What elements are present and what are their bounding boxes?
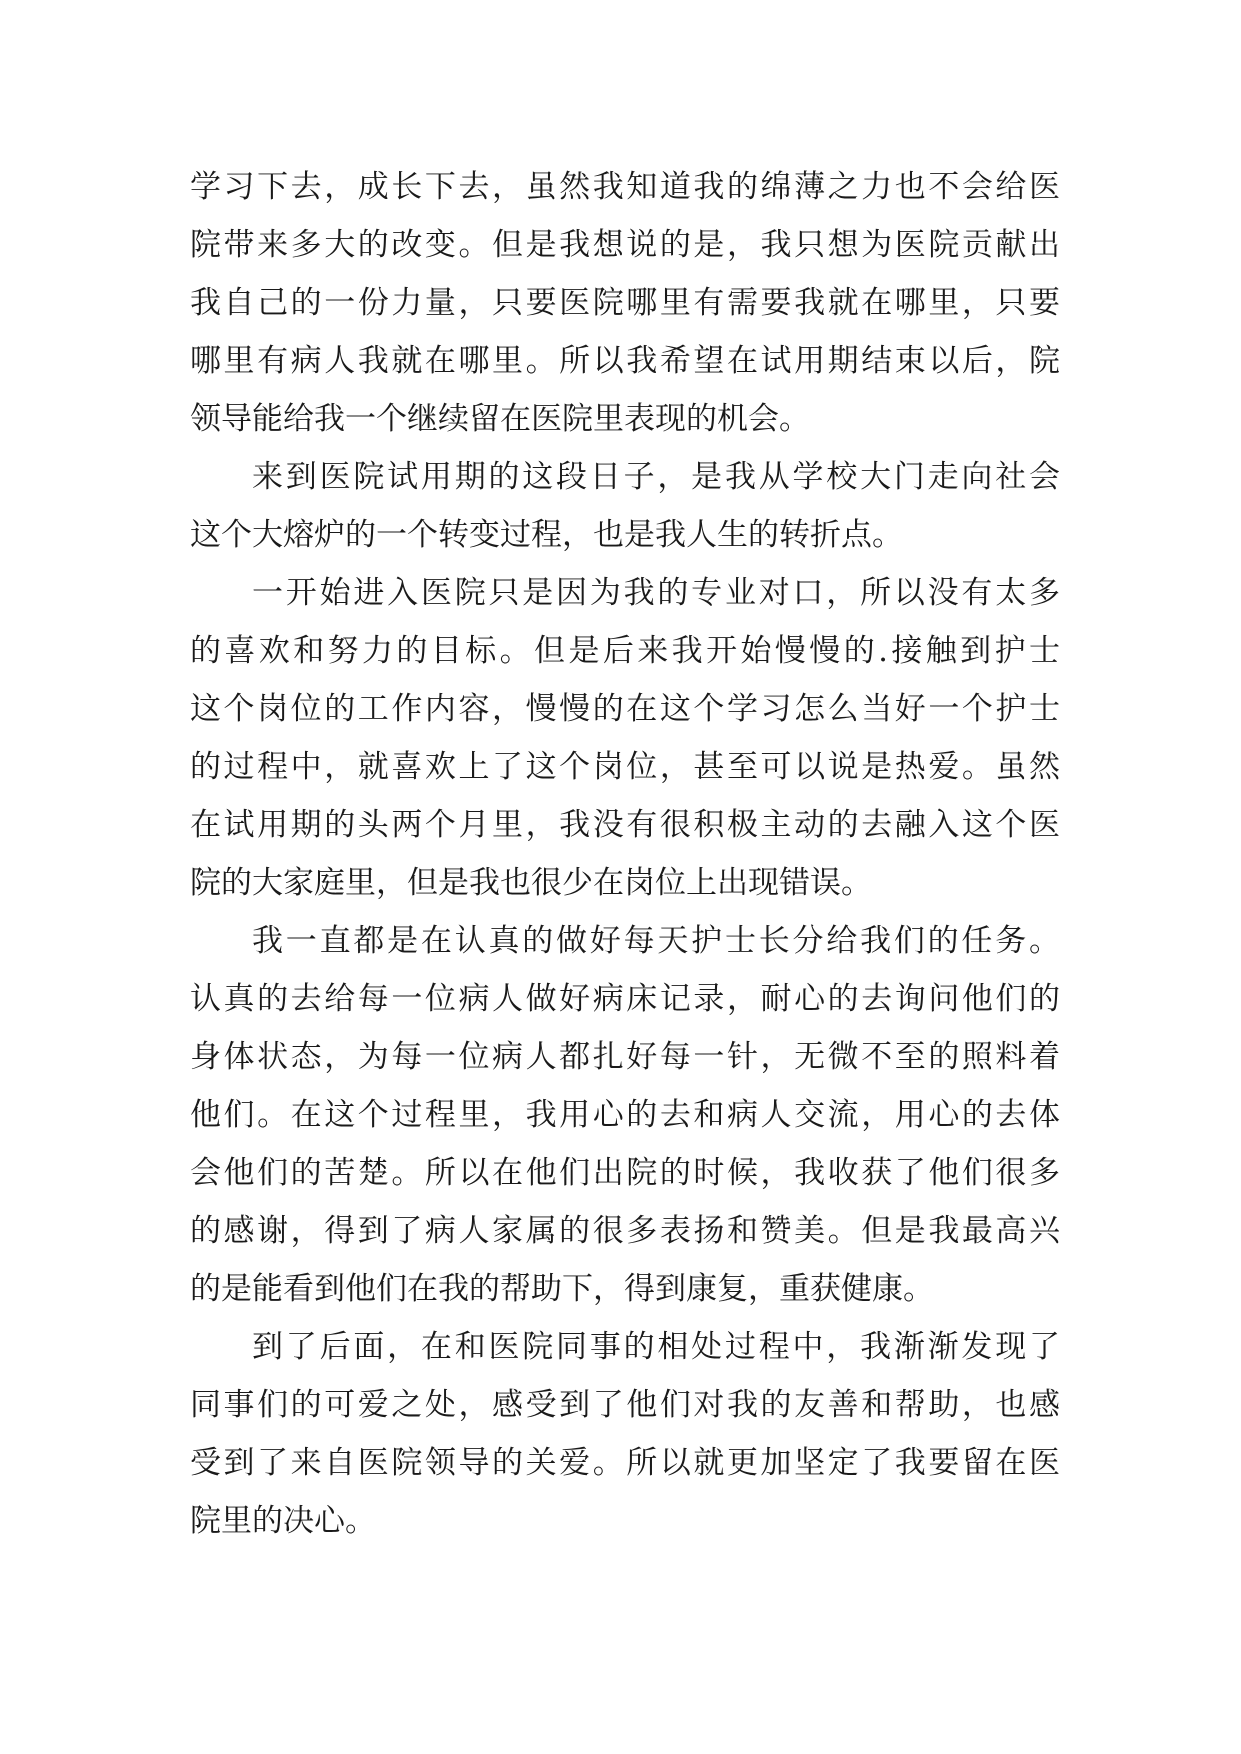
text-line: 认真的去给每一位病人做好病床记录，耐心的去询问他们的 (190, 981, 1060, 1017)
text-line: 这个岗位的工作内容，慢慢的在这个学习怎么当好一个护士 (190, 691, 1060, 727)
text-line: 的感谢，得到了病人家属的很多表扬和赞美。但是我最高兴 (190, 1213, 1060, 1249)
text-line: 哪里有病人我就在哪里。所以我希望在试用期结束以后，院 (190, 343, 1060, 379)
text-line: 这个大熔炉的一个转变过程，也是我人生的转折点。 (190, 517, 903, 553)
text-line: 的是能看到他们在我的帮助下，得到康复，重获健康。 (190, 1271, 934, 1307)
text-line: 到了后面，在和医院同事的相处过程中，我渐渐发现了 (252, 1329, 1060, 1365)
text-line: 的过程中，就喜欢上了这个岗位，甚至可以说是热爱。虽然 (190, 749, 1060, 785)
text-line: 受到了来自医院领导的关爱。所以就更加坚定了我要留在医 (190, 1445, 1060, 1481)
text-line: 他们。在这个过程里，我用心的去和病人交流，用心的去体 (190, 1097, 1060, 1133)
text-line: 院带来多大的改变。但是我想说的是，我只想为医院贡献出 (190, 227, 1060, 263)
text-line: 同事们的可爱之处，感受到了他们对我的友善和帮助，也感 (190, 1387, 1060, 1423)
text-line: 院里的决心。 (190, 1503, 376, 1539)
text-line: 我一直都是在认真的做好每天护士长分给我们的任务。 (252, 923, 1060, 959)
document-body (190, 158, 1060, 1550)
text-line: 身体状态，为每一位病人都扎好每一针，无微不至的照料着 (190, 1039, 1060, 1075)
text-line: 在试用期的头两个月里，我没有很积极主动的去融入这个医 (190, 807, 1060, 843)
text-line: 领导能给我一个继续留在医院里表现的机会。 (190, 401, 810, 437)
text-line: 我自己的一份力量，只要医院哪里有需要我就在哪里，只要 (190, 285, 1060, 321)
text-line: 院的大家庭里，但是我也很少在岗位上出现错误。 (190, 865, 872, 901)
text-line: 的喜欢和努力的目标。但是后来我开始慢慢的.接触到护士 (190, 633, 1060, 669)
text-line: 会他们的苦楚。所以在他们出院的时候，我收获了他们很多 (190, 1155, 1060, 1191)
text-line: 一开始进入医院只是因为我的专业对口，所以没有太多 (252, 575, 1060, 611)
text-line: 学习下去，成长下去，虽然我知道我的绵薄之力也不会给医 (190, 169, 1060, 205)
text-line: 来到医院试用期的这段日子，是我从学校大门走向社会 (252, 459, 1060, 495)
